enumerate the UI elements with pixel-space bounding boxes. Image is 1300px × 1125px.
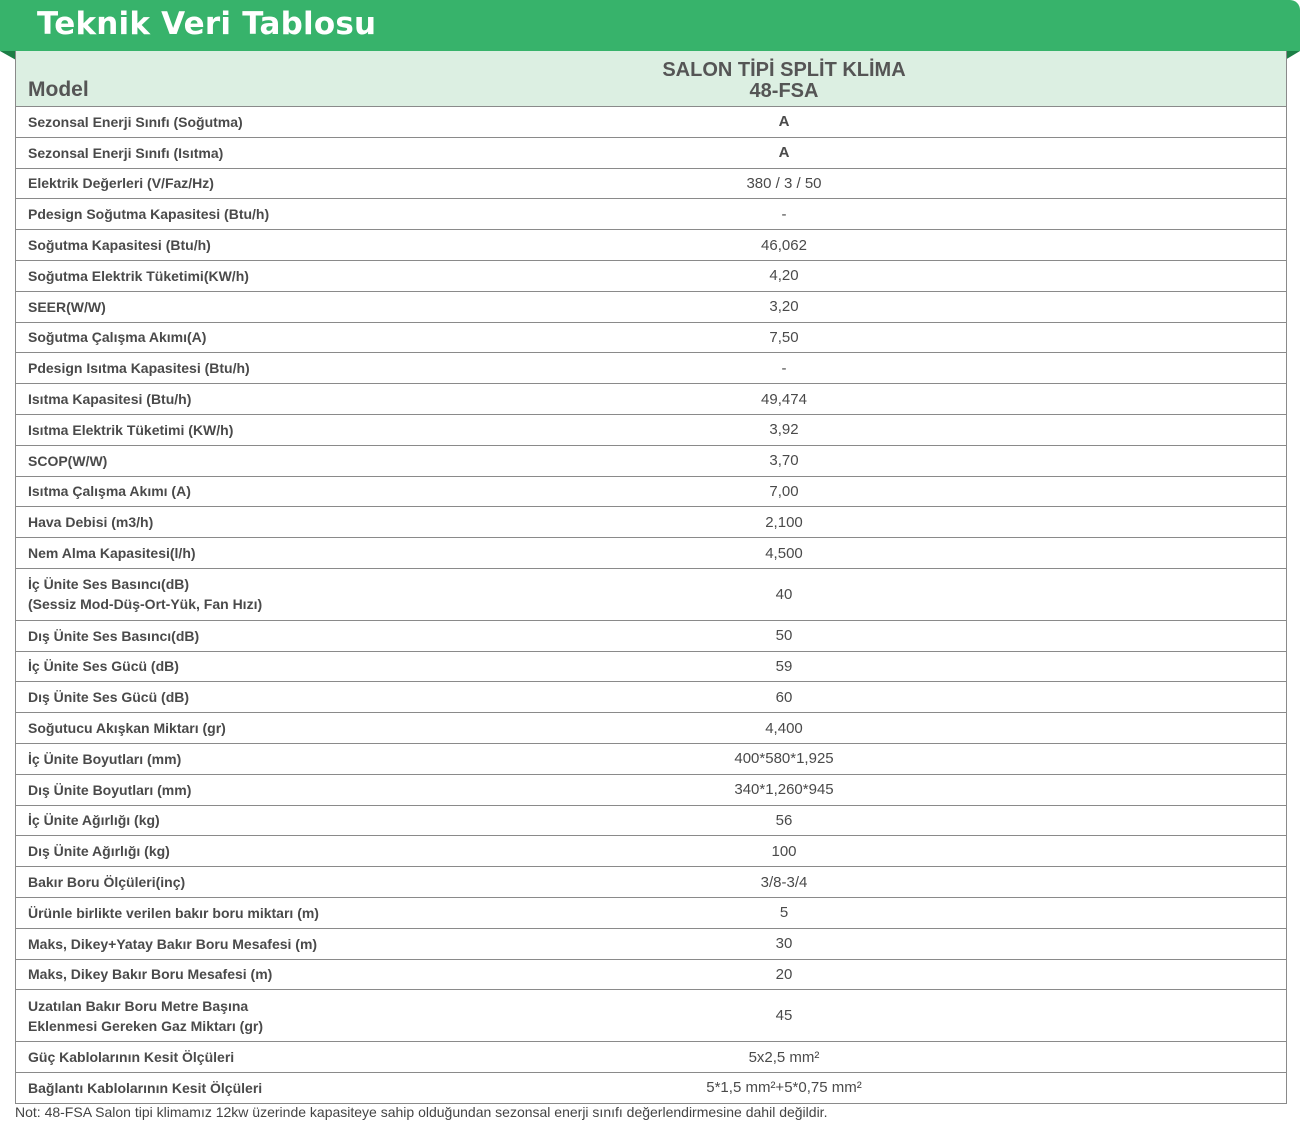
table-row bbox=[16, 230, 1286, 261]
footnote: Not: 48-FSA Salon tipi klimamız 12kw üzerinde kapasiteye sahip olduğundan sezonsal enerji sınıfı değerlendirmesine dahil değildir. bbox=[15, 1104, 828, 1120]
row-value: 2,100 bbox=[765, 513, 803, 531]
row-label-text-line2: (Sessiz Mod-Düş-Ort-Yük, Fan Hızı) bbox=[28, 596, 263, 613]
row-label bbox=[28, 538, 196, 568]
row-value: 49,474 bbox=[761, 390, 807, 408]
row-label bbox=[28, 323, 206, 353]
row-label bbox=[28, 415, 233, 445]
row-label bbox=[28, 682, 189, 712]
row-label-text: İç Ünite Ağırlığı (kg) bbox=[28, 812, 160, 829]
row-label bbox=[28, 107, 243, 137]
table-row bbox=[16, 323, 1286, 354]
row-label-text: Nem Alma Kapasitesi(l/h) bbox=[28, 545, 196, 562]
row-value: 5x2,5 mm² bbox=[748, 1048, 820, 1066]
table-row bbox=[16, 507, 1286, 538]
row-label bbox=[28, 353, 250, 383]
row-label bbox=[28, 652, 179, 682]
table-row bbox=[16, 138, 1286, 169]
row-label bbox=[28, 169, 214, 199]
row-label-text: İç Ünite Ses Gücü (dB) bbox=[28, 658, 179, 675]
row-label bbox=[28, 990, 263, 1041]
row-value: 100 bbox=[771, 842, 797, 860]
row-label bbox=[28, 960, 272, 990]
row-label bbox=[28, 621, 199, 651]
row-label bbox=[28, 230, 211, 260]
table-body bbox=[16, 107, 1286, 1103]
row-label bbox=[28, 1042, 234, 1072]
row-value: 46,062 bbox=[761, 236, 807, 254]
table-header bbox=[16, 51, 1286, 107]
row-value: 20 bbox=[775, 965, 793, 983]
row-value: 400*580*1,925 bbox=[734, 750, 834, 768]
row-label-text: Maks, Dikey Bakır Boru Mesafesi (m) bbox=[28, 966, 273, 983]
row-label-text: Dış Ünite Ağırlığı (kg) bbox=[28, 843, 170, 860]
row-label bbox=[28, 713, 226, 743]
row-label bbox=[28, 744, 181, 774]
row-value: 50 bbox=[775, 627, 793, 645]
table-row bbox=[16, 929, 1286, 960]
row-value: 5*1,5 mm²+5*0,75 mm² bbox=[706, 1079, 862, 1097]
title-banner bbox=[0, 0, 1300, 51]
row-value: 4,400 bbox=[765, 719, 803, 737]
row-label bbox=[28, 1073, 262, 1103]
row-label-text: Bakır Boru Ölçüleri(inç) bbox=[28, 874, 186, 891]
row-value: 30 bbox=[775, 935, 793, 953]
row-value: - bbox=[781, 205, 787, 223]
table-row bbox=[16, 652, 1286, 683]
row-label-text: Uzatılan Bakır Boru Metre Başına bbox=[28, 997, 249, 1014]
banner-fold-left bbox=[0, 51, 16, 60]
row-label-text: Dış Ünite Ses Basıncı(dB) bbox=[28, 627, 200, 644]
row-label bbox=[28, 384, 191, 414]
table-row bbox=[16, 292, 1286, 323]
table-row bbox=[16, 744, 1286, 775]
row-value: A bbox=[778, 113, 790, 131]
table-row bbox=[16, 446, 1286, 477]
row-value: - bbox=[781, 359, 787, 377]
table-row bbox=[16, 836, 1286, 867]
row-label bbox=[28, 929, 317, 959]
row-label bbox=[28, 477, 191, 507]
table-row bbox=[16, 384, 1286, 415]
row-label bbox=[28, 261, 249, 291]
table-row bbox=[16, 682, 1286, 713]
table-row bbox=[16, 960, 1286, 991]
product-model: 48-FSA bbox=[749, 80, 819, 102]
row-label bbox=[28, 775, 191, 805]
table-row bbox=[16, 107, 1286, 138]
model-column-header: Model bbox=[28, 78, 89, 101]
row-label bbox=[28, 898, 319, 928]
row-value: 45 bbox=[775, 1007, 793, 1025]
table-row bbox=[16, 538, 1286, 569]
row-label bbox=[28, 806, 160, 836]
row-value: 56 bbox=[775, 811, 793, 829]
row-label-text: Pdesign Soğutma Kapasitesi (Btu/h) bbox=[28, 206, 270, 223]
row-label-text: SEER(W/W) bbox=[28, 298, 106, 315]
table-row bbox=[16, 990, 1286, 1042]
row-label bbox=[28, 138, 223, 168]
product-column-header bbox=[556, 60, 1012, 102]
row-label bbox=[28, 836, 170, 866]
table-row bbox=[16, 261, 1286, 292]
row-value: 340*1,260*945 bbox=[734, 781, 834, 799]
row-label bbox=[28, 867, 185, 897]
row-value: 60 bbox=[775, 688, 793, 706]
table-row bbox=[16, 713, 1286, 744]
row-label-text: Güç Kablolarının Kesit Ölçüleri bbox=[28, 1049, 235, 1065]
row-value: 3,20 bbox=[769, 298, 799, 316]
table-row bbox=[16, 199, 1286, 230]
row-value: 3,70 bbox=[769, 452, 799, 470]
row-value: 3,92 bbox=[769, 421, 799, 439]
row-label bbox=[28, 292, 106, 322]
table-row bbox=[16, 621, 1286, 652]
row-value: 40 bbox=[775, 585, 793, 603]
table-row bbox=[16, 353, 1286, 384]
row-label-text: Sezonsal Enerji Sınıfı (Soğutma) bbox=[28, 113, 243, 130]
row-value: A bbox=[778, 144, 790, 162]
table-row bbox=[16, 775, 1286, 806]
row-label-text: Bağlantı Kablolarının Kesit Ölçüleri bbox=[28, 1079, 263, 1096]
table-row bbox=[16, 415, 1286, 446]
row-label-text: Elektrik Değerleri (V/Faz/Hz) bbox=[28, 175, 214, 192]
table-row bbox=[16, 898, 1286, 929]
table-row bbox=[16, 867, 1286, 898]
row-label-text-line2: Eklenmesi Gereken Gaz Miktarı (gr) bbox=[28, 1017, 263, 1034]
row-label-text: Soğutma Kapasitesi (Btu/h) bbox=[28, 237, 211, 254]
row-value: 3/8-3/4 bbox=[760, 873, 808, 891]
row-label-text: SCOP(W/W) bbox=[28, 452, 108, 469]
row-label-text: Dış Ünite Boyutları (mm) bbox=[28, 781, 192, 798]
row-value: 59 bbox=[775, 657, 793, 675]
row-label-text: Soğutucu Akışkan Miktarı (gr) bbox=[28, 720, 226, 737]
row-label-text: Isıtma Elektrik Tüketimi (KW/h) bbox=[28, 421, 234, 438]
product-name: SALON TİPİ SPLİT KLİMA bbox=[662, 59, 906, 81]
table-row bbox=[16, 1042, 1286, 1073]
table-row bbox=[16, 477, 1286, 508]
row-label-text: Soğutma Çalışma Akımı(A) bbox=[28, 329, 207, 346]
row-label bbox=[28, 507, 153, 537]
row-label-text: Hava Debisi (m3/h) bbox=[28, 514, 154, 531]
row-label-text: Pdesign Isıtma Kapasitesi (Btu/h) bbox=[28, 360, 250, 377]
row-value: 4,20 bbox=[769, 267, 799, 285]
page-title: Teknik Veri Tablosu bbox=[37, 6, 377, 42]
row-label-text: Isıtma Çalışma Akımı (A) bbox=[28, 483, 191, 500]
table-row bbox=[16, 806, 1286, 837]
row-value: 4,500 bbox=[765, 544, 803, 562]
banner-fold-right bbox=[1285, 51, 1300, 60]
row-value: 5 bbox=[779, 904, 789, 922]
row-value: 380 / 3 / 50 bbox=[746, 174, 822, 192]
row-value: 7,00 bbox=[769, 482, 799, 500]
row-label-text: Maks, Dikey+Yatay Bakır Boru Mesafesi (m) bbox=[28, 935, 318, 952]
row-label-text: İç Ünite Boyutları (mm) bbox=[28, 750, 182, 767]
table-row bbox=[16, 169, 1286, 200]
row-label-text: Isıtma Kapasitesi (Btu/h) bbox=[28, 391, 192, 408]
row-label-text: Sezonsal Enerji Sınıfı (Isıtma) bbox=[28, 144, 224, 161]
row-label-text: Soğutma Elektrik Tüketimi(KW/h) bbox=[28, 267, 249, 284]
row-label bbox=[28, 446, 107, 476]
row-value: 7,50 bbox=[769, 328, 799, 346]
table-row bbox=[16, 1073, 1286, 1103]
table-row bbox=[16, 569, 1286, 621]
row-label-text: Dış Ünite Ses Gücü (dB) bbox=[28, 689, 190, 706]
row-label bbox=[28, 569, 262, 620]
spec-table bbox=[15, 51, 1287, 1104]
row-label bbox=[28, 199, 269, 229]
row-label-text: İç Ünite Ses Basıncı(dB) bbox=[28, 576, 190, 593]
row-label-text: Ürünle birlikte verilen bakır boru miktarı (m) bbox=[28, 904, 319, 921]
